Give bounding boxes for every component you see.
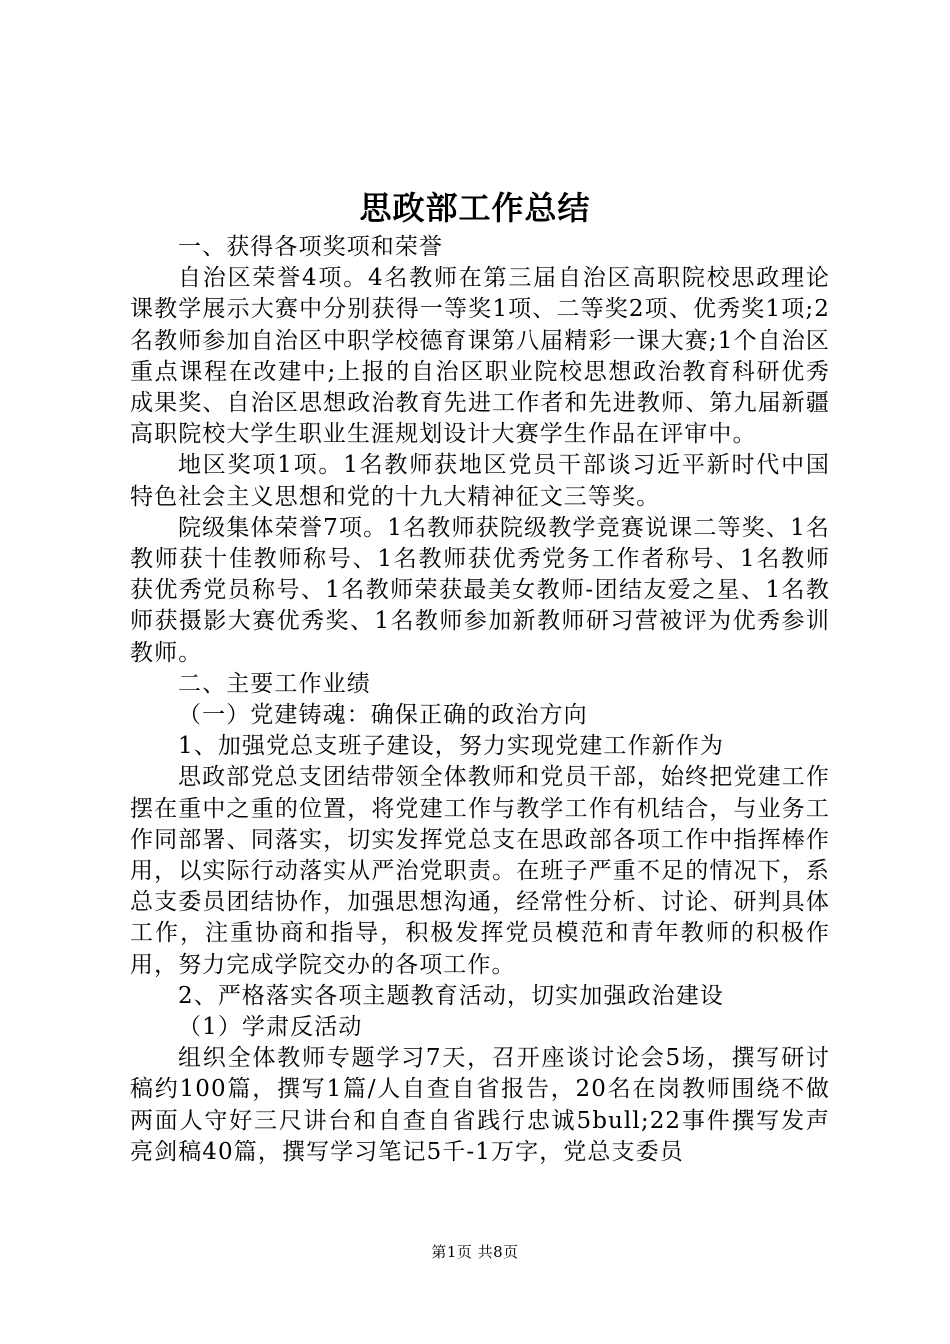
paragraph-college-honors: 院级集体荣誉7项。1名教师获院级教学竞赛说课二等奖、1名教师获十佳教师称号、1名教师获优秀党务工作者称号、1名教师获优秀党员称号、1名教师荣获最美女教师-团结友爱之星、1名教师获摄影大赛优秀奖、1名教师参加新教师研习营被评为优秀参训教师。	[130, 514, 830, 666]
paragraph-study-activity: 组织全体教师专题学习7天，召开座谈讨论会5场，撰写研讨稿约100篇，撰写1篇/人自查自省报告，20名在岗教师围绕不做两面人守好三尺讲台和自查自省践行忠诚5bull;22事件撰写发声亮剑稿40篇，撰写学习笔记5千-1万字，党总支委员	[130, 1045, 830, 1165]
document-title: 思政部工作总结	[359, 189, 591, 227]
document-body	[130, 232, 830, 1168]
item-heading-theme-education: 2、严格落实各项主题教育活动，切实加强政治建设	[178, 982, 724, 1009]
paragraph-region-honors: 自治区荣誉4项。4名教师在第三届自治区高职院校思政理论课教学展示大赛中分别获得一等奖1项、二等奖2项、优秀奖1项;2名教师参加自治区中职学校德育课第八届精彩一课大赛;1个自治区重点课程在改建中;上报的自治区职业院校思想政治教育科研优秀成果奖、自治区思想政治教育先进工作者和先进教师、第九届新疆高职院校大学生职业生涯规划设计大赛学生作品在评审中。	[130, 265, 830, 448]
subsection-heading-party-building: （一）党建铸魂：确保正确的政治方向	[178, 702, 588, 729]
section-heading-achievements: 二、主要工作业绩	[178, 670, 371, 697]
paragraph-branch-construction: 思政部党总支团结带领全体教师和党员干部，始终把党建工作摆在重中之重的位置，将党建工作与教学工作有机结合，与业务工作同部署、同落实，切实发挥党总支在思政部各项工作中指挥棒作用，以实际行动落实从严治党职责。在班子严重不足的情况下，系总支委员团结协作，加强思想沟通，经常性分析、讨论、研判具体工作，注重协商和指导，积极发挥党员模范和青年教师的积极作用，努力完成学院交办的各项工作。	[130, 764, 830, 978]
section-heading-awards: 一、获得各项奖项和荣誉	[178, 234, 444, 260]
page-footer: 第1页 共8页	[431, 1243, 519, 1261]
item-heading-study-activity: （1）学肃反活动	[178, 1014, 363, 1041]
item-heading-branch-construction: 1、加强党总支班子建设，努力实现党建工作新作为	[178, 733, 724, 760]
paragraph-prefecture-awards: 地区奖项1项。1名教师获地区党员干部谈习近平新时代中国特色社会主义思想和党的十九大精神征文三等奖。	[130, 452, 830, 510]
